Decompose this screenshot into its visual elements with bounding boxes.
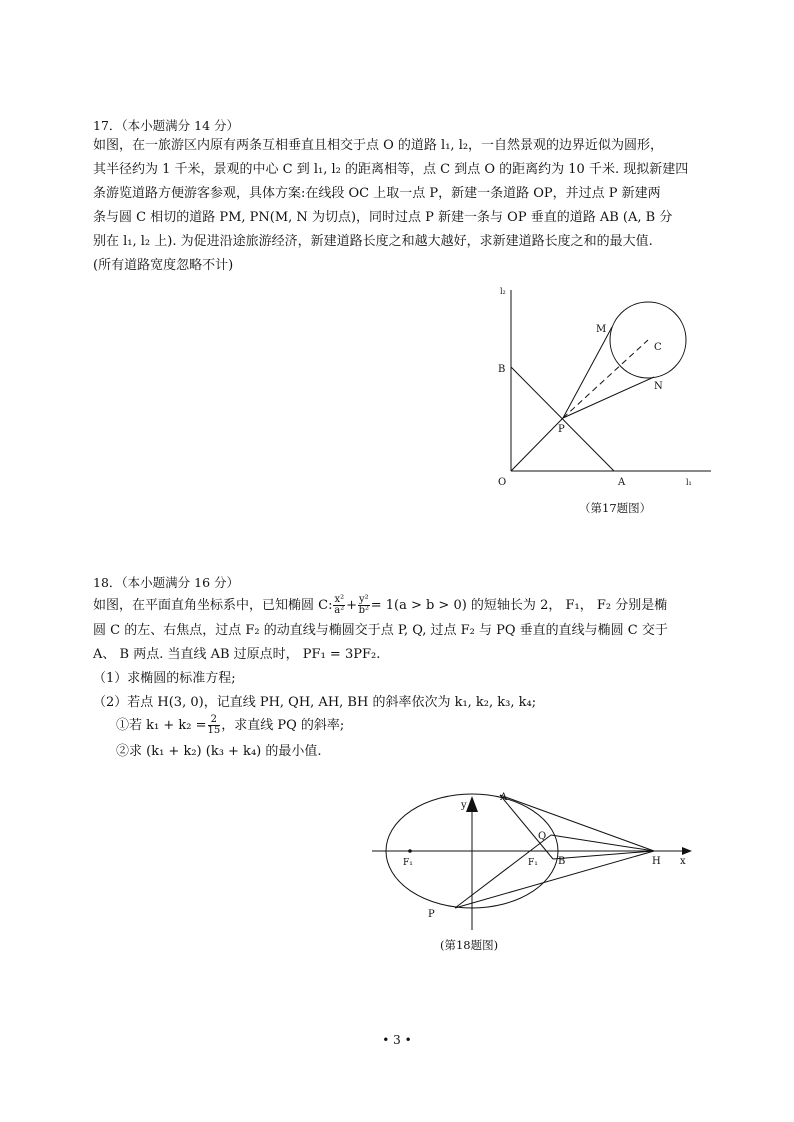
q17-label-b: B <box>498 364 506 375</box>
q18-sub-2: （2）若点 H(3, 0)，记直线 PH, QH, AH, BH 的斜率依次为 k₁, k₂, k₃, k₄; <box>93 695 537 710</box>
q17-label-c: C <box>654 342 662 353</box>
q18-figure <box>360 790 700 935</box>
q18-label-p: P <box>428 909 435 920</box>
q17-label-l2: l₂ <box>500 287 506 296</box>
page-number: • 3 • <box>382 1033 412 1047</box>
q18-label-q: Q <box>538 831 547 842</box>
q17-line-1: 如图，在一旅游区内原有两条互相垂直且相交于点 O 的道路 l₁, l₂，一自然景观的边界近似为圆形， <box>93 138 664 153</box>
q18-line-1 <box>93 594 667 618</box>
q18-sub-2-i-a: ①若 k₁ + k₂ = <box>116 718 207 733</box>
q17-line-3: 条游览道路方便游客参观，具体方案:在线段 OC 上取一点 P，新建一条道路 OP，并过点 P 新建两 <box>93 186 661 201</box>
q17-line-2: 其半径约为 1 千米，景观的中心 C 到 l₁, l₂ 的距离相等，点 C 到点 O 的距离约为 10 千米. 现拟新建四 <box>93 162 689 177</box>
q18-line-ph <box>455 851 654 908</box>
q17-label-l1: l₁ <box>686 478 692 487</box>
q18-label-h: H <box>652 856 661 867</box>
q18-sub-2-ii: ②求 (k₁ + k₂) (k₃ + k₄) 的最小值. <box>116 744 322 759</box>
q18-sub-1: （1）求椭圆的标准方程; <box>93 671 236 686</box>
q17-label-n: N <box>654 381 663 392</box>
q18-frac-2-15 <box>208 715 221 736</box>
q18-frac-y <box>358 595 370 616</box>
q18-line-1-b: = 1(a > b > 0) 的短轴长为 2， F₁， F₂ 分别是椭 <box>370 598 668 613</box>
q18-frac-y-num: y² <box>359 594 369 605</box>
q17-line-4: 条与圆 C 相切的道路 PM, PN(M, N 为切点)，同时过点 P 新建一条与 OP 垂直的道路 AB (A, B 分 <box>93 210 673 225</box>
q17-label-p: P <box>558 424 565 435</box>
q18-frac-x-den: a² <box>334 605 345 616</box>
q18-line-qh <box>551 835 654 851</box>
q18-sub-2-i-b: ，求直线 PQ 的斜率; <box>221 718 345 733</box>
q17-label-a: A <box>618 477 626 488</box>
q18-line-1-a: 如图，在平面直角坐标系中，已知椭圆 C: <box>93 598 333 613</box>
q18-frac-x-num: x² <box>334 594 345 605</box>
q18-axis-x-arrow <box>682 847 692 855</box>
q17-line-op <box>511 418 563 471</box>
q18-plus: + <box>346 598 358 613</box>
q17-line-5: 别在 l₁, l₂ 上). 为促进沿途旅游经济，新建道路长度之和越大越好，求新建道路长度之和的最大值. <box>93 234 653 249</box>
q17-header: 17．（本小题满分 14 分） <box>93 118 240 133</box>
q17-line-pc <box>563 340 648 418</box>
q17-figure-caption: （第17题图） <box>579 501 652 515</box>
q18-header: 18．（本小题满分 16 分） <box>93 575 240 590</box>
q17-line-pm <box>563 327 612 418</box>
q17-figure <box>490 280 720 490</box>
q18-point-f1 <box>408 849 412 853</box>
q18-label-f2: F₁ <box>528 858 538 868</box>
q17-line-6: (所有道路宽度忽略不计) <box>93 258 234 273</box>
q17-line-pn <box>563 377 654 418</box>
q18-line-2: 圆 C 的左、右焦点，过点 F₂ 的动直线与椭圆交于点 P, Q, 过点 F₂ 与 PQ 垂直的直线与椭圆 C 交于 <box>93 623 668 638</box>
q18-frac-x <box>333 595 345 616</box>
q17-label-o: O <box>498 477 507 488</box>
q18-sub-2-i <box>116 713 344 739</box>
q18-label-y: y <box>461 800 467 811</box>
q18-frac-2-15-den: 15 <box>207 725 221 736</box>
q18-figure-caption: (第18题图) <box>440 938 499 952</box>
q18-label-x: x <box>680 856 686 867</box>
q18-axis-y-arrow <box>466 796 478 812</box>
q18-label-b: B <box>558 856 566 867</box>
q18-label-a: A <box>500 792 508 803</box>
q18-line-pq <box>455 835 551 908</box>
q18-line-3: A、 B 两点. 当直线 AB 过原点时， PF₁ = 3PF₂. <box>93 647 381 662</box>
q18-frac-2-15-num: 2 <box>208 715 221 726</box>
q18-label-f1: F₁ <box>403 858 413 868</box>
q17-label-m: M <box>596 324 607 335</box>
q18-frac-y-den: b² <box>358 605 370 616</box>
